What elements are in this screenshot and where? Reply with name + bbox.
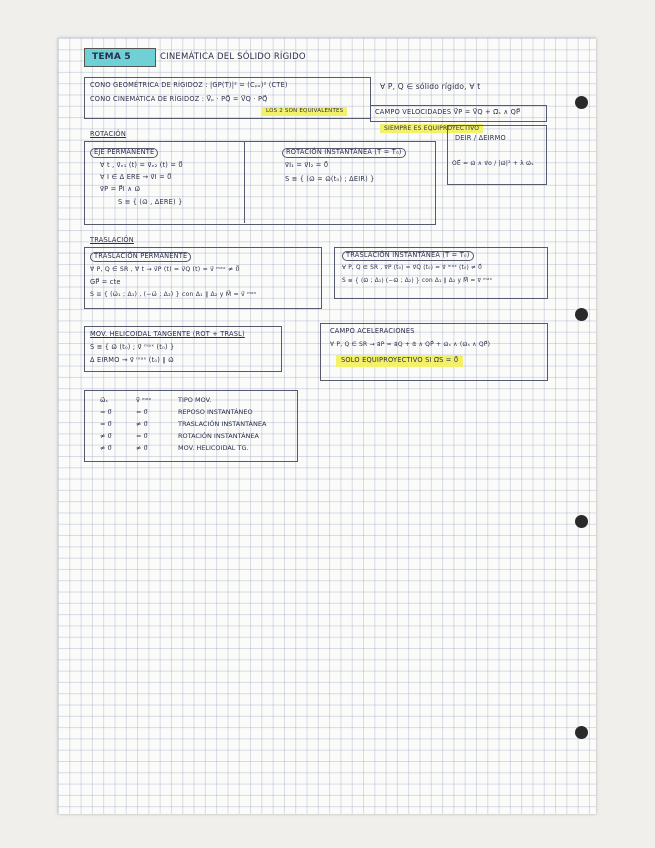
translation-heading: TRASLACIÓN (90, 236, 134, 244)
table-cell: TRASLACIÓN INSTANTÁNEA (178, 420, 267, 428)
page-title: TEMA 5 (92, 52, 131, 62)
table-row (96, 442, 270, 454)
trans-eq-1: ∀ P, Q ∈ SR , ∀ t → v⃗P (t) = v⃗Q (t) = v⃗ ᵐᵃˣ ≠ 0⃗ (90, 266, 240, 273)
table-header: TIPO MOV. (178, 396, 212, 404)
permanent-axis-label: EJE PERMANENTE (90, 148, 158, 158)
permanent-translation-label: TRASLACIÓN PERMANENTE (90, 252, 191, 262)
table-cell: ≠ 0⃗ (100, 444, 112, 452)
def-geometric: CONO GEOMÉTRICA DE RÍGIDOZ : |GP(T)|² = (Cₚₒ)² (CTE) (90, 81, 288, 89)
table-cell: ROTACIÓN INSTANTÁNEA (178, 432, 259, 440)
table-cell: ≠ 0⃗ (136, 420, 148, 428)
table-cell: = 0⃗ (136, 408, 148, 416)
table-cell: REPOSO INSTANTÁNEO (178, 408, 253, 416)
rot-eq-1: ∀ t , v⃗ₑ₁ (t) = v⃗ₑ₂ (t) = 0⃗ (100, 161, 183, 169)
binder-hole (575, 308, 588, 321)
rot-eq-4: S ≡ { (ω⃗ , ΔERE) } (118, 198, 183, 206)
equivalence-note: LOS 2 SON EQUIVALENTES (262, 107, 347, 116)
table-cell: = 0⃗ (100, 420, 112, 428)
axis-direction-title: DEIR / ΔEIRMO (455, 134, 506, 142)
helical-eq-1: S ≡ { ω⃗ (t₀) ; v⃗ ᵐᵃˣ (t₀) } (90, 343, 175, 351)
inst-trans-eq-1: ∀ P, Q ∈ SR , v⃗P (t₀) = v⃗Q (t₀) = v⃗ ᵐᵃˣ (t₀) ≠ 0⃗ (342, 265, 482, 271)
equiprojective-note: SIEMPRE ES EQUIPROYECTIVO (380, 124, 483, 133)
instant-rotation-label: ROTACIÓN INSTANTÁNEA (T = T₀) (282, 148, 406, 158)
acceleration-title: CAMPO ACELERACIONES (330, 327, 415, 335)
rot-eq-2: ∀ I ∈ Δ ERE → v⃗I = 0⃗ (100, 173, 172, 181)
table-header-row (96, 394, 270, 406)
table-cell: ≠ 0⃗ (136, 444, 148, 452)
motion-type-table (96, 394, 270, 454)
table-row (96, 406, 270, 418)
table-header: ω⃗ₛ (100, 396, 108, 404)
table-header: v⃗ ᵐᵃˣ (136, 396, 152, 404)
binder-hole (575, 726, 588, 739)
binder-hole (575, 96, 588, 109)
helical-title: MOV. HELICOIDAL TANGENTE (ROT + TRASL) (90, 330, 245, 338)
trans-eq-2: GP⃗ = cte (90, 278, 121, 286)
inst-rot-eq-1: v⃗I₁ = v⃗I₂ = 0⃗ (285, 161, 329, 169)
table-cell: = 0⃗ (100, 408, 112, 416)
def-condition: ∀ P, Q ∈ sólido rígido, ∀ t (380, 82, 481, 91)
axis-direction-formula: OE⃗ = ω⃗ ∧ v⃗o / |ω⃗|² + λ ω⃗ₛ (452, 160, 534, 167)
rot-eq-3: v⃗P = P⃗I ∧ ω⃗ (100, 185, 141, 193)
page-subtitle: CINEMÁTICA DEL SÓLIDO RÍGIDO (160, 52, 306, 62)
velocity-field: CAMPO VELOCIDADES V⃗P = V⃗Q + Ω⃗ₛ ∧ QP⃗ (375, 108, 521, 116)
helical-eq-2: Δ EIRMO → v⃗ ᵐᵃˣ (t₀) ∥ ω⃗ (90, 356, 174, 364)
instant-translation-label: TRASLACIÓN INSTANTÁNEA (T = T₀) (342, 251, 474, 261)
def-kinematic: CONO CINEMÁTICA DE RÍGIDOZ : V⃗ₚ · PQ⃗ = V⃗Q · PQ⃗ (90, 95, 268, 103)
inst-rot-eq-2: S ≡ { (ω⃗ = ω⃗(t₀) ; ΔEIR) } (285, 175, 375, 183)
table-cell: ≠ 0⃗ (100, 432, 112, 440)
acceleration-note: SOLO EQUIPROYECTIVO SI Ω⃗S = 0⃗ (336, 355, 463, 367)
inst-trans-eq-2: S ≡ { (ω⃗ ; Δ₁) (−ω⃗ ; Δ₂) } con Δ₁ ∥ Δ₂ y M⃗ = v⃗ ᵐᵃˣ (342, 278, 493, 284)
table-cell: = 0⃗ (136, 432, 148, 440)
trans-eq-3: S ≡ { (ω⃗₁ ; Δ₁) , (−ω⃗ ; Δ₂) } con Δ₁ ∥ Δ₂ y M⃗ = v⃗ ᵐᵃˣ (90, 291, 257, 298)
rotation-heading: ROTACIÓN (90, 130, 126, 138)
table-cell: MOV. HELICOIDAL TG. (178, 444, 249, 452)
table-row (96, 418, 270, 430)
binder-hole (575, 515, 588, 528)
table-row (96, 430, 270, 442)
acceleration-eq: ∀ P, Q ∈ SR → a⃗P = a⃗Q + α⃗ ∧ QP⃗ + ω⃗ₛ ∧ (ω⃗ₛ ∧ QP⃗) (330, 341, 491, 348)
